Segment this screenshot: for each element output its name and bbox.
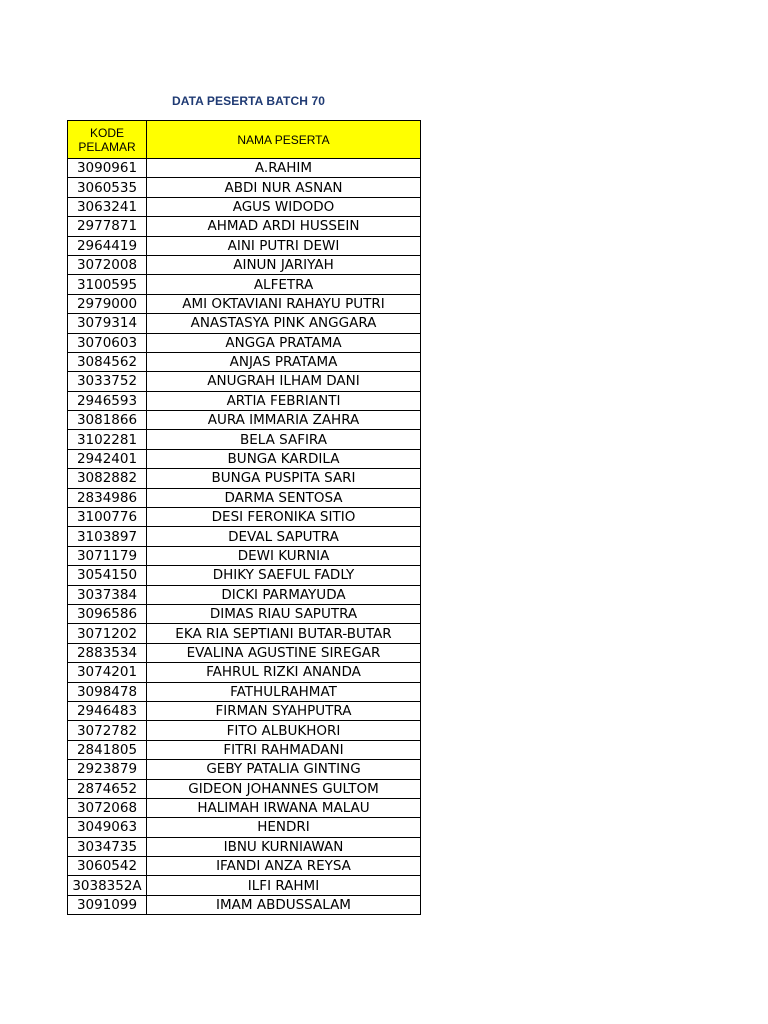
kode-pelamar-cell: 3037384 [68,585,147,604]
kode-pelamar-cell: 3082882 [68,469,147,488]
table-row [68,546,421,565]
kode-pelamar-cell: 2946593 [68,391,147,410]
nama-peserta-cell: AHMAD ARDI HUSSEIN [147,217,421,236]
header-nama-peserta [147,121,421,159]
nama-peserta-cell: GIDEON JOHANNES GULTOM [147,779,421,798]
kode-pelamar-cell: 3081866 [68,411,147,430]
nama-peserta-cell: FATHULRAHMAT [147,682,421,701]
table-row [68,740,421,759]
kode-pelamar-cell: 3091099 [68,895,147,914]
nama-peserta-cell: HENDRI [147,818,421,837]
nama-peserta-cell: EKA RIA SEPTIANI BUTAR-BUTAR [147,624,421,643]
table-row [68,585,421,604]
nama-peserta-cell: HALIMAH IRWANA MALAU [147,798,421,817]
kode-pelamar-cell: 3072782 [68,721,147,740]
table-body [68,159,421,915]
nama-peserta-cell: AURA IMMARIA ZAHRA [147,411,421,430]
kode-pelamar-cell: 3074201 [68,663,147,682]
nama-peserta-cell: GEBY PATALIA GINTING [147,760,421,779]
nama-peserta-cell: DHIKY SAEFUL FADLY [147,566,421,585]
kode-pelamar-cell: 3049063 [68,818,147,837]
nama-peserta-cell: ILFI RAHMI [147,876,421,895]
table-row [68,372,421,391]
kode-pelamar-cell: 2979000 [68,294,147,313]
table-row [68,527,421,546]
header-kode-pelamar [68,121,147,159]
nama-peserta-cell: DEVAL SAPUTRA [147,527,421,546]
table-row [68,508,421,527]
table-row [68,663,421,682]
kode-pelamar-cell: 3063241 [68,197,147,216]
nama-peserta-cell: AINI PUTRI DEWI [147,236,421,255]
kode-pelamar-cell: 3103897 [68,527,147,546]
kode-pelamar-cell: 2841805 [68,740,147,759]
kode-pelamar-cell: 3071179 [68,546,147,565]
kode-pelamar-cell: 3100595 [68,275,147,294]
table-row [68,624,421,643]
nama-peserta-cell: AMI OKTAVIANI RAHAYU PUTRI [147,294,421,313]
table-row [68,779,421,798]
table-row [68,818,421,837]
header-nama-peserta-label: NAMA PESERTA [237,132,330,147]
table-row [68,294,421,313]
nama-peserta-cell: BUNGA KARDILA [147,449,421,468]
table-row [68,178,421,197]
table-row [68,469,421,488]
nama-peserta-cell: FAHRUL RIZKI ANANDA [147,663,421,682]
nama-peserta-cell: BUNGA PUSPITA SARI [147,469,421,488]
kode-pelamar-cell: 3100776 [68,508,147,527]
nama-peserta-cell: DEWI KURNIA [147,546,421,565]
nama-peserta-cell: FIRMAN SYAHPUTRA [147,701,421,720]
kode-pelamar-cell: 3060542 [68,857,147,876]
table-row [68,430,421,449]
nama-peserta-cell: ANUGRAH ILHAM DANI [147,372,421,391]
kode-pelamar-cell: 2923879 [68,760,147,779]
table-row [68,682,421,701]
kode-pelamar-cell: 2977871 [68,217,147,236]
kode-pelamar-cell: 3098478 [68,682,147,701]
kode-pelamar-cell: 3079314 [68,314,147,333]
kode-pelamar-cell: 2883534 [68,643,147,662]
table-row [68,333,421,352]
kode-pelamar-cell: 3070603 [68,333,147,352]
kode-pelamar-cell: 2942401 [68,449,147,468]
kode-pelamar-cell: 2964419 [68,236,147,255]
kode-pelamar-cell: 3090961 [68,159,147,178]
nama-peserta-cell: BELA SAFIRA [147,430,421,449]
table-row [68,721,421,740]
nama-peserta-cell: DIMAS RIAU SAPUTRA [147,604,421,623]
table-row [68,275,421,294]
table-row [68,411,421,430]
nama-peserta-cell: DARMA SENTOSA [147,488,421,507]
participant-table [67,120,421,915]
kode-pelamar-cell: 3072068 [68,798,147,817]
nama-peserta-cell: FITRI RAHMADANI [147,740,421,759]
nama-peserta-cell: FITO ALBUKHORI [147,721,421,740]
table-row [68,760,421,779]
nama-peserta-cell: ARTIA FEBRIANTI [147,391,421,410]
table-row [68,857,421,876]
nama-peserta-cell: A.RAHIM [147,159,421,178]
table-row [68,488,421,507]
kode-pelamar-cell: 2946483 [68,701,147,720]
table-row [68,643,421,662]
nama-peserta-cell: IBNU KURNIAWAN [147,837,421,856]
kode-pelamar-cell: 2874652 [68,779,147,798]
kode-pelamar-cell: 2834986 [68,488,147,507]
table-row [68,876,421,895]
kode-pelamar-cell: 3060535 [68,178,147,197]
table-row [68,197,421,216]
table-row [68,701,421,720]
nama-peserta-cell: IMAM ABDUSSALAM [147,895,421,914]
kode-pelamar-cell: 3038352A [68,876,147,895]
nama-peserta-cell: ANASTASYA PINK ANGGARA [147,314,421,333]
nama-peserta-cell: IFANDI ANZA REYSA [147,857,421,876]
kode-pelamar-cell: 3034735 [68,837,147,856]
table-row [68,798,421,817]
kode-pelamar-cell: 3072008 [68,255,147,274]
nama-peserta-cell: ANJAS PRATAMA [147,352,421,371]
table-header-row [68,121,421,159]
kode-pelamar-cell: 3071202 [68,624,147,643]
table-row [68,604,421,623]
table-row [68,391,421,410]
nama-peserta-cell: DICKI PARMAYUDA [147,585,421,604]
kode-pelamar-cell: 3054150 [68,566,147,585]
kode-pelamar-cell: 3102281 [68,430,147,449]
table-row [68,217,421,236]
table-row [68,159,421,178]
kode-pelamar-cell: 3096586 [68,604,147,623]
table-row [68,352,421,371]
table-row [68,255,421,274]
table-row [68,837,421,856]
page-title: DATA PESERTA BATCH 70 [172,94,325,108]
table-row [68,566,421,585]
nama-peserta-cell: EVALINA AGUSTINE SIREGAR [147,643,421,662]
nama-peserta-cell: AINUN JARIYAH [147,255,421,274]
table-row [68,314,421,333]
table-row [68,895,421,914]
nama-peserta-cell: ALFETRA [147,275,421,294]
kode-pelamar-cell: 3084562 [68,352,147,371]
kode-pelamar-cell: 3033752 [68,372,147,391]
nama-peserta-cell: ABDI NUR ASNAN [147,178,421,197]
nama-peserta-cell: AGUS WIDODO [147,197,421,216]
nama-peserta-cell: DESI FERONIKA SITIO [147,508,421,527]
table-row [68,449,421,468]
header-kode-pelamar-label: KODE PELAMAR [78,125,136,154]
nama-peserta-cell: ANGGA PRATAMA [147,333,421,352]
table-row [68,236,421,255]
